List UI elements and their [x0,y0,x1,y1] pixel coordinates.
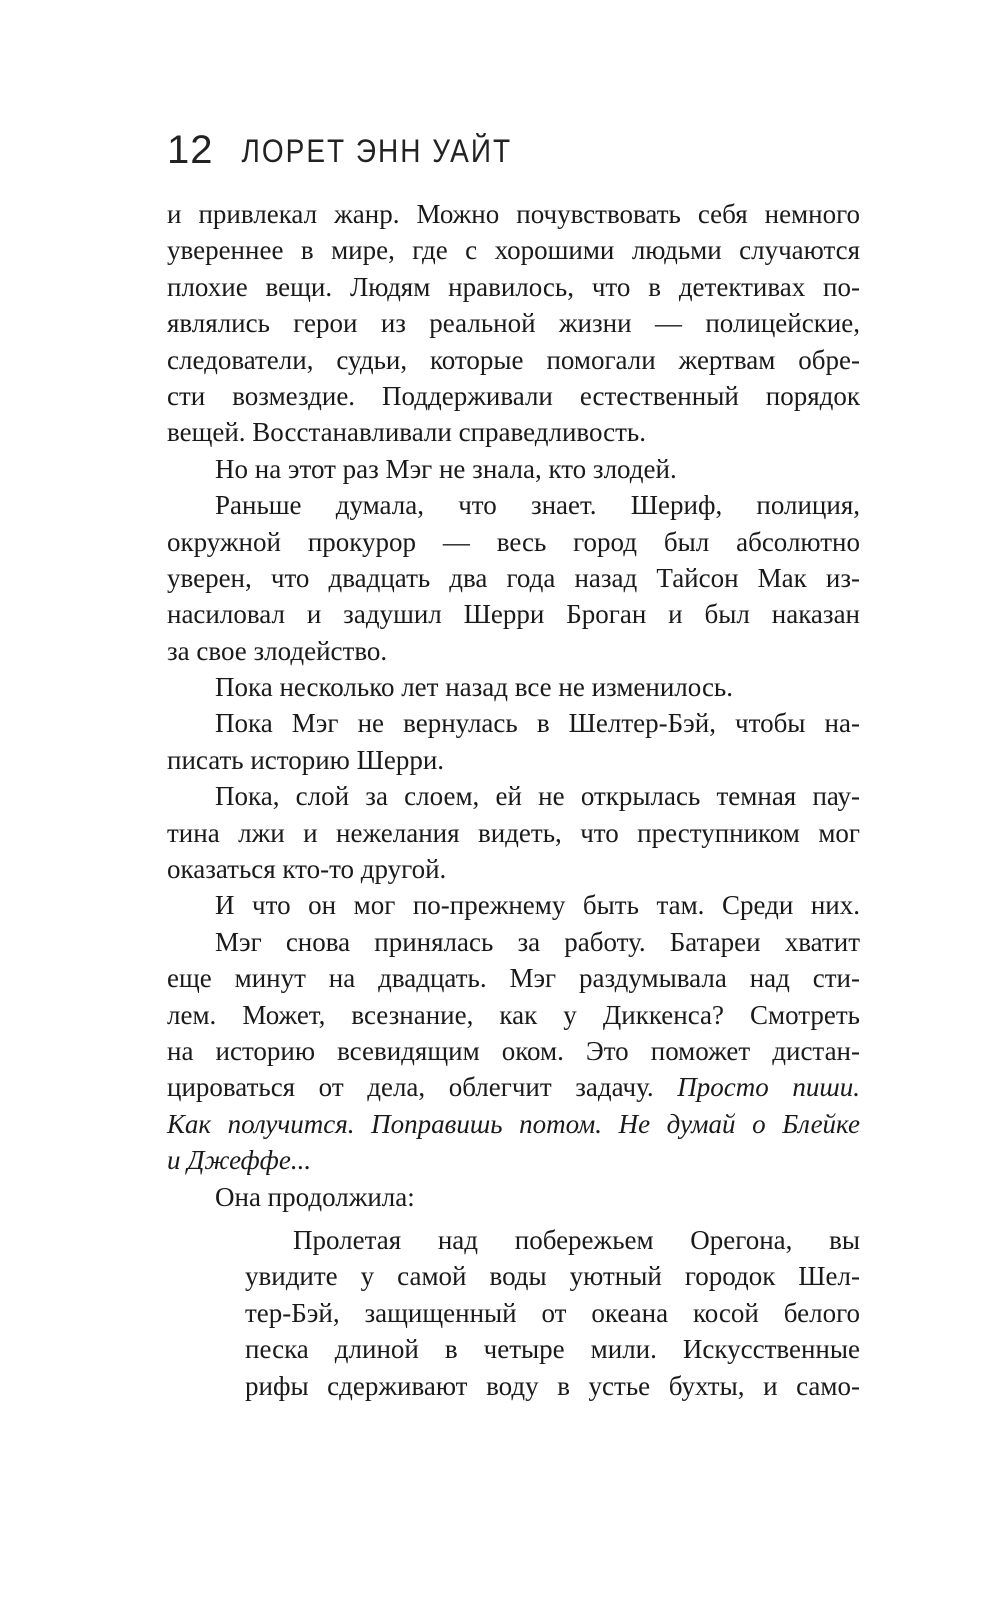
text-line-mixed [167,1069,860,1105]
italic-thought: и Джеффе... [167,1145,312,1176]
quote-line: увидите у самой воды уютный городок Шел- [245,1261,860,1292]
text-line: Она продолжила: [215,1181,415,1212]
text-line: лем. Может, всезнание, как у Диккенса? Смотреть [167,999,860,1030]
text-line: Пока Мэг не вернулась в Шелтер-Бэй, чтобы на- [215,708,860,739]
text-line: следователи, судьи, которые помогали жертвам обре- [167,344,860,375]
quote-line: рифы сдерживают воду в устье бухты, и само- [245,1370,860,1401]
text-line: еще минут на двадцать. Мэг раздумывала над сти- [167,963,860,994]
body-text [167,196,860,1215]
text-line: за свое злодейство. [167,635,388,666]
text-line-italic [167,1106,860,1142]
manuscript-excerpt [245,1222,860,1404]
text-line: вещей. Восстанавливали справедливость. [167,417,646,448]
text-line: писать историю Шерри. [167,744,445,775]
text-segment: цироваться от дела, облегчит задачу. [167,1072,654,1103]
quote-line: песка длиной в четыре мили. Искусственные [245,1334,860,1365]
text-line: сти возмездие. Поддерживали естественный порядок [167,380,860,411]
text-line: насиловал и задушил Шерри Броган и был наказан [167,599,860,630]
book-author: ЛОРЕТ ЭНН УАЙТ [241,133,513,169]
quote-line: Пролетая над побережьем Орегона, вы [293,1225,860,1255]
text-line-italic [167,1142,860,1178]
text-line: Раньше думала, что знает. Шериф, полиция, [215,490,860,521]
text-line: являлись герои из реальной жизни — полицейские, [167,308,860,339]
text-line: Пока несколько лет назад все не изменилось. [215,672,733,703]
text-line: плохие вещи. Людям нравилось, что в детективах по- [167,271,860,302]
text-line: оказаться кто-то другой. [167,854,447,885]
text-line: окружной прокурор — весь город был абсолютно [167,526,860,557]
italic-thought: Как получится. Поправишь потом. Не думай о Блейке [167,1108,860,1139]
text-line: Пока, слой за слоем, ей не открылась темная пау- [215,781,860,812]
quote-line: тер-Бэй, защищенный от океана косой белого [245,1297,860,1328]
text-line: Но на этот раз Мэг не знала, кто злодей. [215,453,677,484]
text-line: тина лжи и нежелания видеть, что преступником мог [167,817,860,848]
text-line: уверен, что двадцать два года назад Тайсон Мак из- [167,562,860,593]
page-number: 12 [167,128,214,172]
text-line: Мэг снова принялась за работу. Батареи хватит [215,926,860,957]
text-line: на историю всевидящим оком. Это поможет дистан- [167,1035,860,1066]
text-line: и привлекал жанр. Можно почувствовать себя немного [167,199,860,229]
italic-thought: Просто пиши. [677,1072,860,1103]
text-line: увереннее в мире, где с хорошими людьми случаются [167,235,860,266]
running-head [167,128,512,178]
text-line: И что он мог по-прежнему быть там. Среди них. [215,890,860,921]
